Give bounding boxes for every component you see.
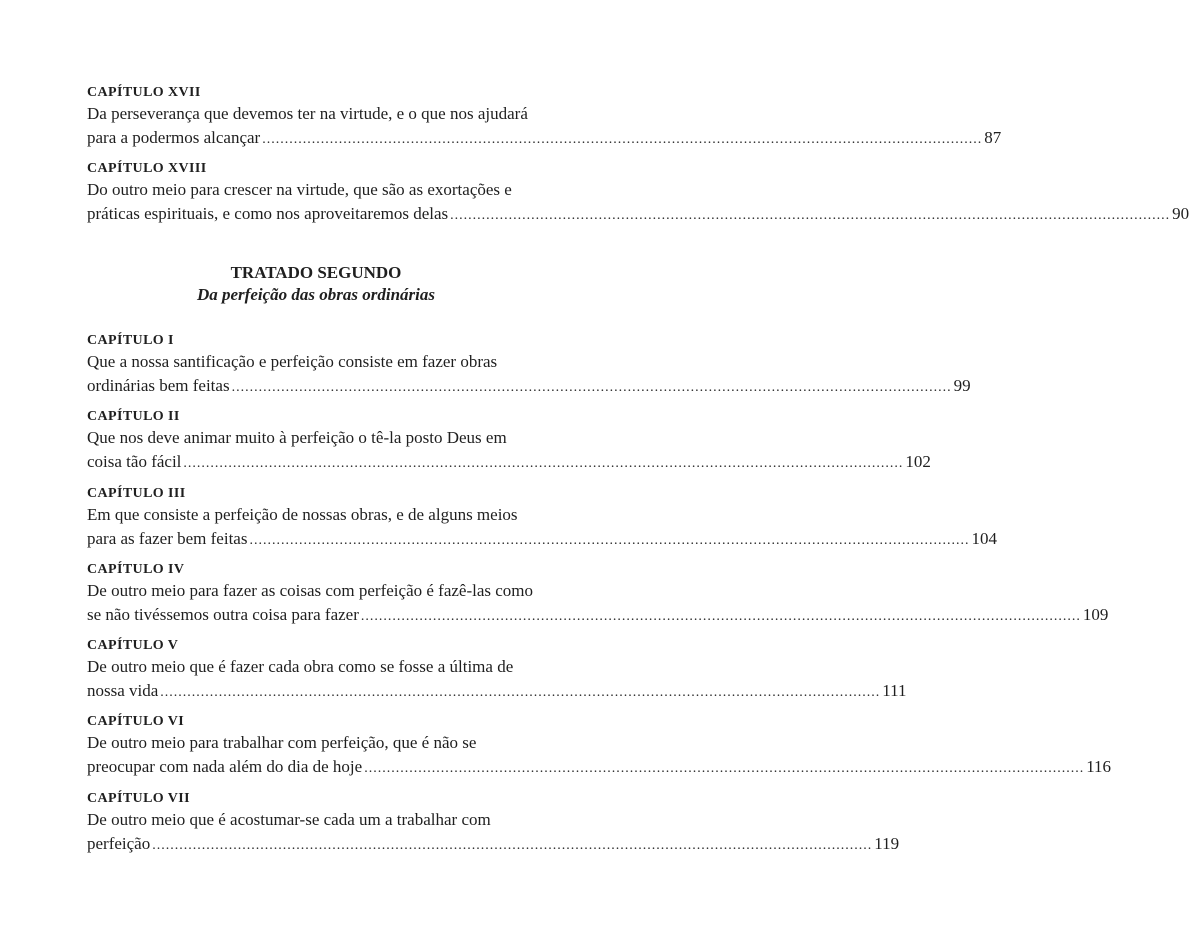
toc-entry-chapter-vi[interactable]: [87, 713, 1112, 781]
chapter-title-end: se não tivéssemos outra coisa para fazer: [87, 605, 359, 624]
chapter-title-line-1: Que nos deve animar muito à perfeição o tê-la posto Deus em: [87, 428, 507, 447]
dot-leader: ................................................................................................................................................................: [360, 609, 1081, 624]
toc-entry-chapter-ii[interactable]: [87, 408, 931, 476]
dot-leader: ................................................................................................................................................................: [231, 380, 952, 395]
chapter-title-line-1: Em que consiste a perfeição de nossas obras, e de alguns meios: [87, 505, 518, 524]
chapter-title-line-2: [87, 679, 907, 705]
toc-entry-chapter-vii[interactable]: [87, 790, 900, 858]
chapter-heading: CAPÍTULO VII: [87, 791, 190, 806]
dot-leader: ................................................................................................................................................................: [364, 761, 1085, 776]
dot-leader: ................................................................................................................................................................: [183, 456, 904, 471]
toc-entry-chapter-i[interactable]: [87, 332, 971, 400]
page-number: 87: [984, 128, 1002, 147]
chapter-title-line-1: Que a nossa santificação e perfeição consiste em fazer obras: [87, 352, 498, 371]
chapter-title-end: ordinárias bem feitas: [87, 376, 230, 395]
dot-leader: ................................................................................................................................................................: [450, 208, 1171, 223]
chapter-title-line-1: De outro meio que é fazer cada obra como se fosse a última de: [87, 657, 514, 676]
chapter-title-line-2: [87, 603, 1109, 629]
toc-entry-chapter-iv[interactable]: [87, 561, 1109, 629]
chapter-heading: CAPÍTULO XVII: [87, 85, 201, 100]
chapter-title-line-1: Do outro meio para crescer na virtude, que são as exortações e: [87, 180, 512, 199]
chapter-title-line-2: [87, 202, 1189, 228]
chapter-title-end: para as fazer bem feitas: [87, 529, 248, 548]
chapter-title-end: coisa tão fácil: [87, 452, 182, 471]
chapter-title-line-1: De outro meio para trabalhar com perfeição, que é não se: [87, 733, 477, 752]
chapter-title-line-2: [87, 832, 900, 858]
section-subtitle: Da perfeição das obras ordinárias: [196, 285, 435, 304]
section-header: [87, 262, 545, 306]
chapter-heading: CAPÍTULO XVIII: [87, 161, 207, 176]
page-number: 99: [953, 376, 971, 395]
chapter-title-end: nossa vida: [87, 681, 159, 700]
chapter-heading: CAPÍTULO I: [87, 333, 174, 348]
page-number: 102: [905, 452, 931, 471]
toc-entry-chapter-v[interactable]: [87, 637, 907, 705]
chapter-title-line-2: [87, 450, 931, 476]
chapter-title-end: para a podermos alcançar: [87, 128, 261, 147]
chapter-title-line-1: Da perseverança que devemos ter na virtude, e o que nos ajudará: [87, 104, 528, 123]
chapter-title-line-1: De outro meio para fazer as coisas com perfeição é fazê-las como: [87, 581, 534, 600]
page-number: 111: [882, 681, 907, 700]
chapter-heading: CAPÍTULO II: [87, 409, 180, 424]
chapter-title-line-2: [87, 374, 971, 400]
page-number: 90: [1172, 204, 1189, 223]
page-number: 119: [874, 834, 900, 853]
page-number: 116: [1086, 757, 1112, 776]
chapter-heading: CAPÍTULO V: [87, 638, 179, 653]
chapter-title-line-2: [87, 527, 997, 553]
page-number: 104: [971, 529, 997, 548]
chapter-heading: CAPÍTULO VI: [87, 714, 185, 729]
chapter-title-line-2: [87, 126, 1002, 152]
chapter-title-end: perfeição: [87, 834, 151, 853]
chapter-title-end: preocupar com nada além do dia de hoje: [87, 757, 363, 776]
toc-entry-chapter-iii[interactable]: [87, 485, 997, 553]
toc-entry-chapter-xvii[interactable]: [87, 84, 1002, 152]
section-title: TRATADO SEGUNDO: [230, 263, 402, 282]
chapter-title-line-1: De outro meio que é acostumar-se cada um a trabalhar com: [87, 810, 491, 829]
chapter-heading: CAPÍTULO III: [87, 486, 186, 501]
page-number: 109: [1082, 605, 1109, 624]
chapter-title-line-2: [87, 755, 1112, 781]
dot-leader: ................................................................................................................................................................: [160, 685, 881, 700]
dot-leader: ................................................................................................................................................................: [152, 838, 873, 853]
toc-entry-chapter-xviii[interactable]: [87, 160, 1189, 228]
chapter-heading: CAPÍTULO IV: [87, 562, 185, 577]
chapter-title-end: práticas espirituais, e como nos aproveitaremos delas: [87, 204, 449, 223]
dot-leader: ................................................................................................................................................................: [249, 533, 970, 548]
dot-leader: ................................................................................................................................................................: [262, 132, 983, 147]
